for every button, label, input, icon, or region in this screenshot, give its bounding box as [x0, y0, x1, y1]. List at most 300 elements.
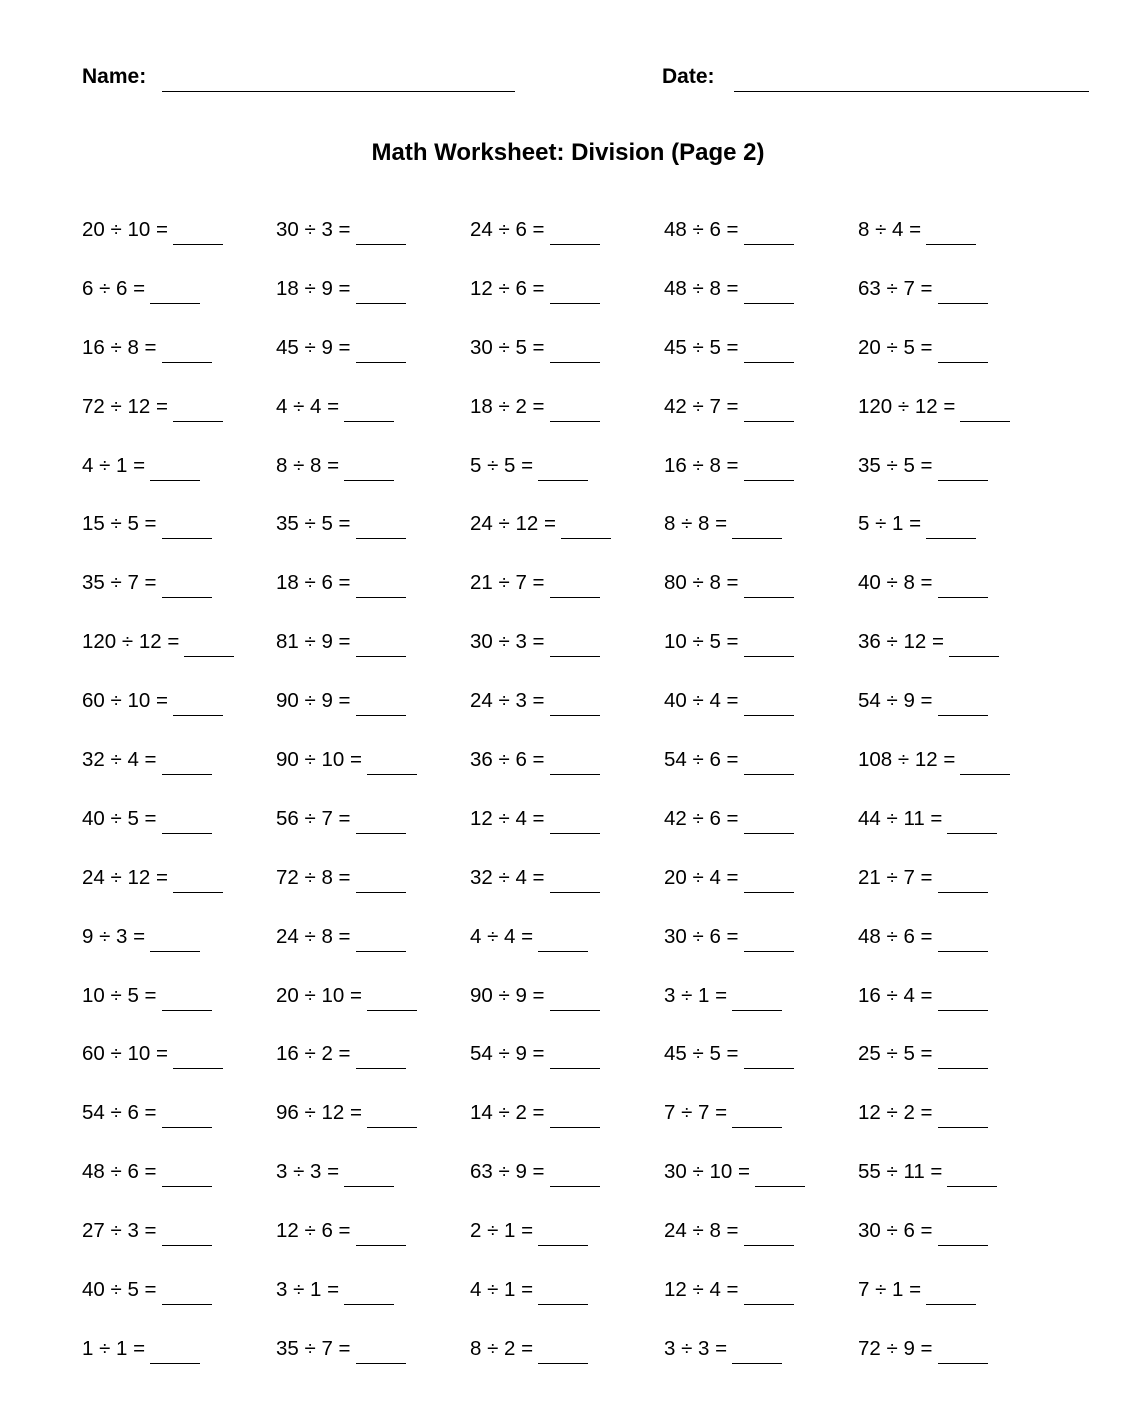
- problem-text: 54 ÷ 6 =: [664, 748, 739, 772]
- division-problem: [82, 451, 200, 481]
- division-problem: [664, 1275, 794, 1305]
- problem-text: 48 ÷ 6 =: [82, 1160, 157, 1184]
- problem-text: 24 ÷ 8 =: [664, 1219, 739, 1243]
- answer-blank[interactable]: [162, 1162, 212, 1187]
- problem-text: 4 ÷ 1 =: [82, 453, 146, 477]
- division-problem: [470, 509, 611, 539]
- division-problem: [470, 922, 588, 952]
- answer-blank[interactable]: [344, 397, 394, 422]
- problem-text: 36 ÷ 12 =: [858, 630, 944, 654]
- division-problem: [276, 451, 394, 481]
- division-problem: [858, 451, 988, 481]
- answer-blank[interactable]: [926, 220, 976, 245]
- problem-text: 3 ÷ 1 =: [276, 1278, 340, 1302]
- problem-text: 16 ÷ 8 =: [664, 453, 739, 477]
- problem-text: 20 ÷ 5 =: [858, 335, 933, 359]
- answer-blank[interactable]: [732, 1103, 782, 1128]
- answer-blank[interactable]: [926, 514, 976, 539]
- answer-blank[interactable]: [173, 691, 223, 716]
- name-input-line[interactable]: [162, 65, 515, 92]
- problem-text: 25 ÷ 5 =: [858, 1042, 933, 1066]
- division-problem: [470, 804, 600, 834]
- answer-blank[interactable]: [344, 1162, 394, 1187]
- answer-blank[interactable]: [150, 927, 200, 952]
- problem-text: 20 ÷ 4 =: [664, 865, 739, 889]
- answer-blank[interactable]: [744, 632, 794, 657]
- answer-blank[interactable]: [938, 986, 988, 1011]
- answer-blank[interactable]: [550, 220, 600, 245]
- division-problem: [470, 568, 600, 598]
- division-problem: [276, 686, 406, 716]
- problem-text: 54 ÷ 9 =: [858, 689, 933, 713]
- answer-blank[interactable]: [356, 691, 406, 716]
- problem-text: 80 ÷ 8 =: [664, 571, 739, 595]
- answer-blank[interactable]: [926, 1280, 976, 1305]
- answer-blank[interactable]: [150, 279, 200, 304]
- division-problem: [858, 1098, 988, 1128]
- answer-blank[interactable]: [938, 927, 988, 952]
- problem-row: [82, 274, 1082, 333]
- problem-text: 4 ÷ 4 =: [276, 394, 340, 418]
- division-problem: [470, 451, 588, 481]
- answer-blank[interactable]: [744, 1221, 794, 1246]
- problem-text: 48 ÷ 6 =: [664, 218, 739, 241]
- problem-text: 120 ÷ 12 =: [858, 394, 956, 418]
- division-problem: [858, 509, 976, 539]
- name-field[interactable]: [82, 62, 515, 92]
- answer-blank[interactable]: [938, 1044, 988, 1069]
- answer-blank[interactable]: [162, 338, 212, 363]
- division-problem: [664, 509, 782, 539]
- answer-blank[interactable]: [550, 809, 600, 834]
- problem-row: [82, 1098, 1082, 1157]
- problem-text: 63 ÷ 9 =: [470, 1160, 545, 1184]
- problem-row: [82, 745, 1082, 804]
- answer-blank[interactable]: [344, 456, 394, 481]
- problem-text: 24 ÷ 12 =: [470, 512, 556, 536]
- division-problem: [664, 274, 794, 304]
- answer-blank[interactable]: [162, 809, 212, 834]
- answer-blank[interactable]: [744, 868, 794, 893]
- answer-blank[interactable]: [755, 1162, 805, 1187]
- problem-text: 72 ÷ 9 =: [858, 1336, 933, 1360]
- problem-text: 108 ÷ 12 =: [858, 748, 956, 772]
- problem-text: 8 ÷ 8 =: [664, 512, 728, 536]
- division-problem: [82, 804, 212, 834]
- problem-text: 30 ÷ 3 =: [276, 218, 351, 241]
- problem-text: 40 ÷ 5 =: [82, 1278, 157, 1302]
- answer-blank[interactable]: [162, 750, 212, 775]
- division-problem: [276, 568, 406, 598]
- answer-blank[interactable]: [550, 573, 600, 598]
- answer-blank[interactable]: [960, 750, 1010, 775]
- answer-blank[interactable]: [960, 397, 1010, 422]
- division-problem: [858, 215, 976, 245]
- problem-text: 20 ÷ 10 =: [276, 983, 362, 1007]
- problem-text: 20 ÷ 10 =: [82, 218, 168, 241]
- division-problem: [470, 745, 600, 775]
- problem-text: 30 ÷ 5 =: [470, 335, 545, 359]
- problem-text: 8 ÷ 2 =: [470, 1336, 534, 1360]
- division-problem: [276, 392, 394, 422]
- answer-blank[interactable]: [344, 1280, 394, 1305]
- problem-row: [82, 509, 1082, 568]
- answer-blank[interactable]: [938, 691, 988, 716]
- answer-blank[interactable]: [744, 456, 794, 481]
- answer-blank[interactable]: [744, 220, 794, 245]
- answer-blank[interactable]: [947, 1162, 997, 1187]
- answer-blank[interactable]: [744, 279, 794, 304]
- problem-text: 7 ÷ 7 =: [664, 1101, 728, 1125]
- answer-blank[interactable]: [367, 1103, 417, 1128]
- answer-blank[interactable]: [356, 809, 406, 834]
- answer-blank[interactable]: [162, 514, 212, 539]
- division-problem: [276, 745, 417, 775]
- division-problem: [470, 392, 600, 422]
- answer-blank[interactable]: [356, 632, 406, 657]
- problem-text: 40 ÷ 4 =: [664, 689, 739, 713]
- answer-blank[interactable]: [550, 1162, 600, 1187]
- answer-blank[interactable]: [173, 220, 223, 245]
- problem-text: 24 ÷ 8 =: [276, 924, 351, 948]
- division-problem: [82, 1275, 212, 1305]
- division-problem: [858, 1275, 976, 1305]
- division-problem: [664, 922, 794, 952]
- answer-blank[interactable]: [550, 279, 600, 304]
- answer-blank[interactable]: [173, 397, 223, 422]
- problem-text: 90 ÷ 10 =: [276, 748, 362, 772]
- answer-blank[interactable]: [162, 1280, 212, 1305]
- problem-text: 72 ÷ 12 =: [82, 394, 168, 418]
- division-problem: [470, 981, 600, 1011]
- problem-row: [82, 451, 1082, 510]
- problem-text: 5 ÷ 1 =: [858, 512, 922, 536]
- division-problem: [470, 1334, 588, 1364]
- division-problem: [276, 1334, 406, 1364]
- division-problem: [470, 686, 600, 716]
- division-problem: [858, 1216, 988, 1246]
- division-problem: [82, 863, 223, 893]
- division-problem: [858, 274, 988, 304]
- answer-blank[interactable]: [938, 338, 988, 363]
- answer-blank[interactable]: [356, 1044, 406, 1069]
- division-problem: [276, 333, 406, 363]
- name-label: Name:: [82, 65, 147, 88]
- problem-text: 30 ÷ 6 =: [664, 924, 739, 948]
- division-problem: [276, 922, 406, 952]
- problem-text: 21 ÷ 7 =: [470, 571, 545, 595]
- problem-text: 42 ÷ 7 =: [664, 394, 739, 418]
- problem-text: 16 ÷ 8 =: [82, 335, 157, 359]
- answer-blank[interactable]: [732, 514, 782, 539]
- division-problem: [664, 1216, 794, 1246]
- answer-blank[interactable]: [367, 750, 417, 775]
- answer-blank[interactable]: [550, 868, 600, 893]
- problem-text: 60 ÷ 10 =: [82, 689, 168, 713]
- division-problem: [858, 392, 1010, 422]
- answer-blank[interactable]: [356, 338, 406, 363]
- answer-blank[interactable]: [938, 1221, 988, 1246]
- answer-blank[interactable]: [744, 927, 794, 952]
- division-problem: [276, 1275, 394, 1305]
- answer-blank[interactable]: [356, 1339, 406, 1364]
- problem-text: 18 ÷ 6 =: [276, 571, 351, 595]
- problem-text: 3 ÷ 1 =: [664, 983, 728, 1007]
- problem-text: 30 ÷ 10 =: [664, 1160, 750, 1184]
- problem-text: 45 ÷ 5 =: [664, 1042, 739, 1066]
- answer-blank[interactable]: [550, 691, 600, 716]
- problem-text: 8 ÷ 8 =: [276, 453, 340, 477]
- answer-blank[interactable]: [356, 573, 406, 598]
- division-problem: [858, 1157, 997, 1187]
- answer-blank[interactable]: [938, 279, 988, 304]
- division-problem: [858, 1334, 988, 1364]
- problem-text: 35 ÷ 7 =: [276, 1336, 351, 1360]
- division-problem: [858, 981, 988, 1011]
- problem-text: 35 ÷ 5 =: [858, 453, 933, 477]
- answer-blank[interactable]: [367, 986, 417, 1011]
- division-problem: [276, 1098, 417, 1128]
- problem-text: 12 ÷ 4 =: [664, 1278, 739, 1302]
- problem-row: [82, 1275, 1082, 1334]
- division-problem: [858, 333, 988, 363]
- answer-blank[interactable]: [744, 397, 794, 422]
- answer-blank[interactable]: [732, 986, 782, 1011]
- answer-blank[interactable]: [938, 1339, 988, 1364]
- problem-text: 18 ÷ 2 =: [470, 394, 545, 418]
- answer-blank[interactable]: [947, 809, 997, 834]
- problem-row: [82, 627, 1082, 686]
- division-problem: [276, 215, 406, 245]
- problem-text: 6 ÷ 6 =: [82, 276, 146, 300]
- problem-text: 21 ÷ 7 =: [858, 865, 933, 889]
- answer-blank[interactable]: [550, 986, 600, 1011]
- answer-blank[interactable]: [938, 573, 988, 598]
- problem-text: 48 ÷ 8 =: [664, 276, 739, 300]
- division-problem: [664, 745, 794, 775]
- problem-text: 54 ÷ 6 =: [82, 1101, 157, 1125]
- problem-text: 35 ÷ 7 =: [82, 571, 157, 595]
- answer-blank[interactable]: [162, 1103, 212, 1128]
- problem-text: 120 ÷ 12 =: [82, 630, 180, 654]
- answer-blank[interactable]: [744, 1280, 794, 1305]
- problem-row: [82, 1157, 1082, 1216]
- answer-blank[interactable]: [538, 1280, 588, 1305]
- division-problem: [470, 863, 600, 893]
- answer-blank[interactable]: [162, 573, 212, 598]
- division-problem: [82, 1334, 200, 1364]
- problem-text: 60 ÷ 10 =: [82, 1042, 168, 1066]
- division-problem: [470, 1275, 588, 1305]
- problem-text: 55 ÷ 11 =: [858, 1160, 943, 1184]
- problem-text: 56 ÷ 7 =: [276, 806, 351, 830]
- answer-blank[interactable]: [538, 1221, 588, 1246]
- division-problem: [664, 686, 794, 716]
- division-problem: [82, 274, 200, 304]
- problem-text: 27 ÷ 3 =: [82, 1219, 157, 1243]
- answer-blank[interactable]: [744, 338, 794, 363]
- answer-blank[interactable]: [744, 809, 794, 834]
- answer-blank[interactable]: [356, 220, 406, 245]
- problem-text: 96 ÷ 12 =: [276, 1101, 362, 1125]
- division-problem: [664, 1098, 782, 1128]
- division-problem: [470, 1157, 600, 1187]
- problem-text: 16 ÷ 4 =: [858, 983, 933, 1007]
- answer-blank[interactable]: [550, 1044, 600, 1069]
- division-problem: [470, 1039, 600, 1069]
- division-problem: [276, 804, 406, 834]
- problem-text: 24 ÷ 6 =: [470, 218, 545, 241]
- answer-blank[interactable]: [538, 1339, 588, 1364]
- division-problem: [664, 1039, 794, 1069]
- problem-text: 9 ÷ 3 =: [82, 924, 146, 948]
- date-field[interactable]: [662, 62, 1089, 92]
- problem-row: [82, 1039, 1082, 1098]
- division-problem: [82, 1216, 212, 1246]
- division-problem: [470, 333, 600, 363]
- problem-text: 40 ÷ 5 =: [82, 806, 157, 830]
- division-problem: [82, 568, 212, 598]
- problem-row: [82, 863, 1082, 922]
- problem-text: 30 ÷ 3 =: [470, 630, 545, 654]
- problem-text: 4 ÷ 1 =: [470, 1278, 534, 1302]
- answer-blank[interactable]: [938, 868, 988, 893]
- division-problem: [664, 333, 794, 363]
- division-problem: [664, 804, 794, 834]
- division-problem: [276, 274, 406, 304]
- division-problem: [664, 568, 794, 598]
- division-problem: [858, 1039, 988, 1069]
- division-problem: [276, 863, 406, 893]
- problem-text: 72 ÷ 8 =: [276, 865, 351, 889]
- problem-text: 45 ÷ 9 =: [276, 335, 351, 359]
- answer-blank[interactable]: [356, 279, 406, 304]
- problem-text: 24 ÷ 12 =: [82, 865, 168, 889]
- answer-blank[interactable]: [732, 1339, 782, 1364]
- problem-text: 81 ÷ 9 =: [276, 630, 351, 654]
- division-problem: [276, 627, 406, 657]
- division-problem: [82, 392, 223, 422]
- division-problem: [276, 509, 406, 539]
- answer-blank[interactable]: [162, 1221, 212, 1246]
- problem-row: [82, 392, 1082, 451]
- problem-row: [82, 922, 1082, 981]
- problem-row: [82, 1334, 1082, 1393]
- answer-blank[interactable]: [173, 868, 223, 893]
- problem-text: 90 ÷ 9 =: [276, 689, 351, 713]
- division-problem: [82, 1039, 223, 1069]
- problem-text: 45 ÷ 5 =: [664, 335, 739, 359]
- problem-text: 24 ÷ 3 =: [470, 689, 545, 713]
- division-problem: [82, 745, 212, 775]
- answer-blank[interactable]: [356, 514, 406, 539]
- division-problem: [470, 274, 600, 304]
- division-problem: [82, 215, 223, 245]
- worksheet-title: Math Worksheet: Division (Page 2): [371, 139, 765, 166]
- division-problem: [82, 981, 212, 1011]
- answer-blank[interactable]: [184, 632, 234, 657]
- division-problem: [276, 1039, 406, 1069]
- problem-text: 10 ÷ 5 =: [82, 983, 157, 1007]
- answer-blank[interactable]: [550, 632, 600, 657]
- date-label: Date:: [662, 65, 715, 88]
- problem-text: 7 ÷ 1 =: [858, 1278, 922, 1302]
- division-problem: [470, 1216, 588, 1246]
- problem-text: 5 ÷ 5 =: [470, 453, 534, 477]
- problem-text: 4 ÷ 4 =: [470, 924, 534, 948]
- answer-blank[interactable]: [744, 691, 794, 716]
- answer-blank[interactable]: [561, 514, 611, 539]
- problem-text: 15 ÷ 5 =: [82, 512, 157, 536]
- answer-blank[interactable]: [538, 456, 588, 481]
- answer-blank[interactable]: [150, 1339, 200, 1364]
- answer-blank[interactable]: [744, 750, 794, 775]
- problem-text: 36 ÷ 6 =: [470, 748, 545, 772]
- problem-text: 3 ÷ 3 =: [276, 1160, 340, 1184]
- division-problem: [664, 215, 794, 245]
- problem-grid: [82, 215, 1082, 1393]
- problem-text: 90 ÷ 9 =: [470, 983, 545, 1007]
- division-problem: [858, 627, 999, 657]
- problem-text: 35 ÷ 5 =: [276, 512, 351, 536]
- division-problem: [82, 627, 234, 657]
- problem-text: 18 ÷ 9 =: [276, 276, 351, 300]
- answer-blank[interactable]: [550, 1103, 600, 1128]
- answer-blank[interactable]: [550, 750, 600, 775]
- answer-blank[interactable]: [356, 1221, 406, 1246]
- division-problem: [664, 1334, 782, 1364]
- division-problem: [470, 1098, 600, 1128]
- problem-text: 12 ÷ 6 =: [276, 1219, 351, 1243]
- answer-blank[interactable]: [938, 1103, 988, 1128]
- answer-blank[interactable]: [173, 1044, 223, 1069]
- answer-blank[interactable]: [744, 573, 794, 598]
- division-problem: [82, 1098, 212, 1128]
- answer-blank[interactable]: [550, 397, 600, 422]
- answer-blank[interactable]: [162, 986, 212, 1011]
- answer-blank[interactable]: [744, 1044, 794, 1069]
- problem-row: [82, 981, 1082, 1040]
- problem-text: 10 ÷ 5 =: [664, 630, 739, 654]
- problem-text: 63 ÷ 7 =: [858, 276, 933, 300]
- problem-text: 14 ÷ 2 =: [470, 1101, 545, 1125]
- problem-row: [82, 568, 1082, 627]
- division-problem: [858, 745, 1010, 775]
- division-problem: [664, 627, 794, 657]
- date-input-line[interactable]: [734, 65, 1089, 92]
- division-problem: [82, 333, 212, 363]
- division-problem: [664, 1157, 805, 1187]
- problem-text: 8 ÷ 4 =: [858, 218, 922, 241]
- answer-blank[interactable]: [949, 632, 999, 657]
- division-problem: [664, 392, 794, 422]
- division-problem: [664, 863, 794, 893]
- answer-blank[interactable]: [538, 927, 588, 952]
- problem-text: 12 ÷ 4 =: [470, 806, 545, 830]
- problem-text: 12 ÷ 6 =: [470, 276, 545, 300]
- answer-blank[interactable]: [150, 456, 200, 481]
- answer-blank[interactable]: [938, 456, 988, 481]
- problem-text: 42 ÷ 6 =: [664, 806, 739, 830]
- answer-blank[interactable]: [550, 338, 600, 363]
- division-problem: [276, 981, 417, 1011]
- division-problem: [276, 1216, 406, 1246]
- problem-text: 54 ÷ 9 =: [470, 1042, 545, 1066]
- division-problem: [82, 922, 200, 952]
- answer-blank[interactable]: [356, 868, 406, 893]
- answer-blank[interactable]: [356, 927, 406, 952]
- division-problem: [858, 568, 988, 598]
